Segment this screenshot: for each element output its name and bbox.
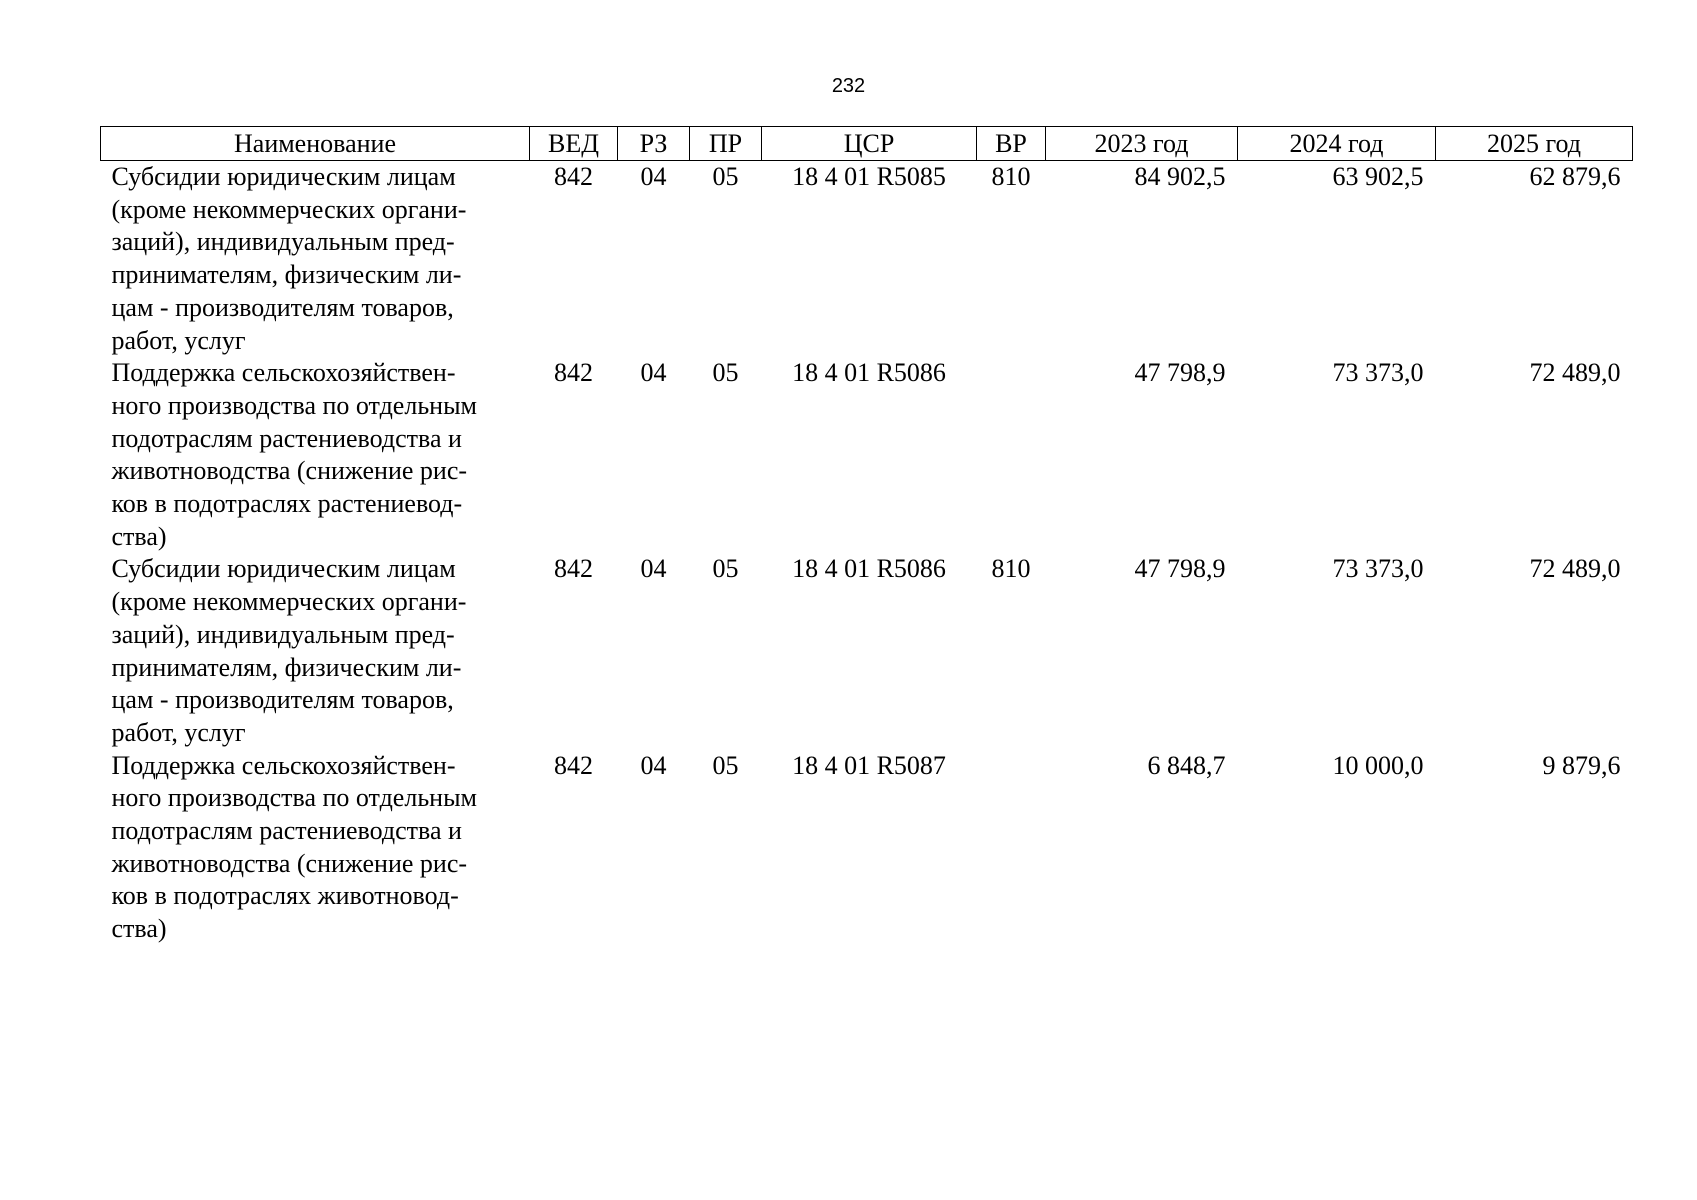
cell-vr: 810 — [991, 554, 1031, 584]
name-line: цам - производителям товаров, — [111, 292, 454, 322]
cell-2024: 73 373,0 — [1332, 358, 1424, 388]
cell-2023: 84 902,5 — [1134, 162, 1226, 191]
cell-pr: 05 — [712, 554, 739, 584]
name-line: ного производства по отдельным — [111, 390, 478, 420]
cell-vr — [977, 750, 1046, 946]
name-line: работ, услуг — [111, 717, 246, 747]
header-vr: ВР — [977, 127, 1046, 161]
header-pr: ПР — [690, 127, 762, 161]
name-line: цам - производителям товаров, — [111, 685, 454, 715]
cell-csr: 18 4 01 R5087 — [792, 750, 946, 780]
header-2023: 2023 год — [1046, 127, 1238, 161]
header-rz: РЗ — [618, 127, 690, 161]
cell-ved: 842 — [554, 554, 593, 584]
page-number: 232 — [831, 75, 866, 97]
cell-2023: 6 848,7 — [1147, 750, 1226, 780]
cell-ved: 842 — [554, 750, 593, 780]
name-line: подотраслям растениеводства и — [111, 816, 462, 846]
name-line: принимателям, физическим ли- — [111, 260, 462, 290]
cell-2025: 9 879,6 — [1542, 750, 1621, 780]
name-line: ного производства по отдельным — [111, 783, 478, 813]
name-line: ства) — [111, 521, 167, 551]
cell-2024: 73 373,0 — [1332, 554, 1424, 584]
name-line: заций), индивидуальным пред- — [111, 619, 455, 649]
name-line: Поддержка сельскохозяйствен- — [111, 358, 456, 388]
cell-name — [101, 750, 530, 946]
cell-2024: 63 902,5 — [1332, 162, 1424, 191]
cell-csr: 18 4 01 R5086 — [792, 358, 946, 388]
cell-2025: 72 489,0 — [1529, 554, 1621, 584]
cell-ved: 842 — [554, 358, 593, 388]
cell-2023: 47 798,9 — [1134, 554, 1226, 584]
cell-rz: 04 — [640, 162, 667, 191]
cell-2023: 47 798,9 — [1134, 358, 1226, 388]
header-csr: ЦСР — [762, 127, 977, 161]
name-line: ства) — [111, 914, 167, 944]
cell-pr: 05 — [712, 750, 739, 780]
table-row — [101, 161, 1633, 358]
cell-name — [101, 161, 530, 358]
cell-vr: 810 — [991, 162, 1031, 191]
name-line: животноводства (снижение рис- — [111, 848, 468, 878]
name-line: Поддержка сельскохозяйствен- — [111, 750, 456, 780]
cell-rz: 04 — [640, 750, 667, 780]
name-line: животноводства (снижение рис- — [111, 456, 468, 486]
budget-table — [100, 126, 1633, 946]
cell-csr: 18 4 01 R5086 — [792, 554, 946, 584]
name-line: ков в подотраслях растениевод- — [111, 489, 463, 519]
cell-rz: 04 — [640, 554, 667, 584]
cell-rz: 04 — [640, 358, 667, 388]
cell-vr — [977, 357, 1046, 553]
cell-2025: 72 489,0 — [1529, 358, 1621, 388]
name-line: ков в подотраслях животновод- — [111, 881, 459, 911]
header-name: Наименование — [101, 127, 530, 161]
name-line: подотраслям растениеводства и — [111, 423, 462, 453]
name-line: (кроме некоммерческих органи- — [111, 587, 467, 617]
table-body — [101, 161, 1633, 946]
cell-2024: 10 000,0 — [1332, 750, 1424, 780]
table-row — [101, 553, 1633, 749]
name-line: Субсидии юридическим лицам — [111, 554, 456, 584]
name-line: работ, услуг — [111, 325, 246, 355]
name-line: принимателям, физическим ли- — [111, 652, 462, 682]
name-line: (кроме некоммерческих органи- — [111, 194, 467, 224]
cell-2025: 62 879,6 — [1529, 162, 1621, 191]
name-line: Субсидии юридическим лицам — [111, 162, 456, 191]
table-header — [101, 127, 1633, 161]
cell-name — [101, 553, 530, 749]
cell-name — [101, 357, 530, 553]
table-row — [101, 357, 1633, 553]
cell-pr: 05 — [712, 162, 739, 191]
header-row — [101, 127, 1633, 161]
header-2025: 2025 год — [1436, 127, 1633, 161]
cell-pr: 05 — [712, 358, 739, 388]
cell-csr: 18 4 01 R5085 — [792, 162, 946, 191]
name-line: заций), индивидуальным пред- — [111, 227, 455, 257]
header-ved: ВЕД — [530, 127, 618, 161]
table-row — [101, 750, 1633, 946]
cell-ved: 842 — [554, 162, 593, 191]
header-2024: 2024 год — [1238, 127, 1436, 161]
